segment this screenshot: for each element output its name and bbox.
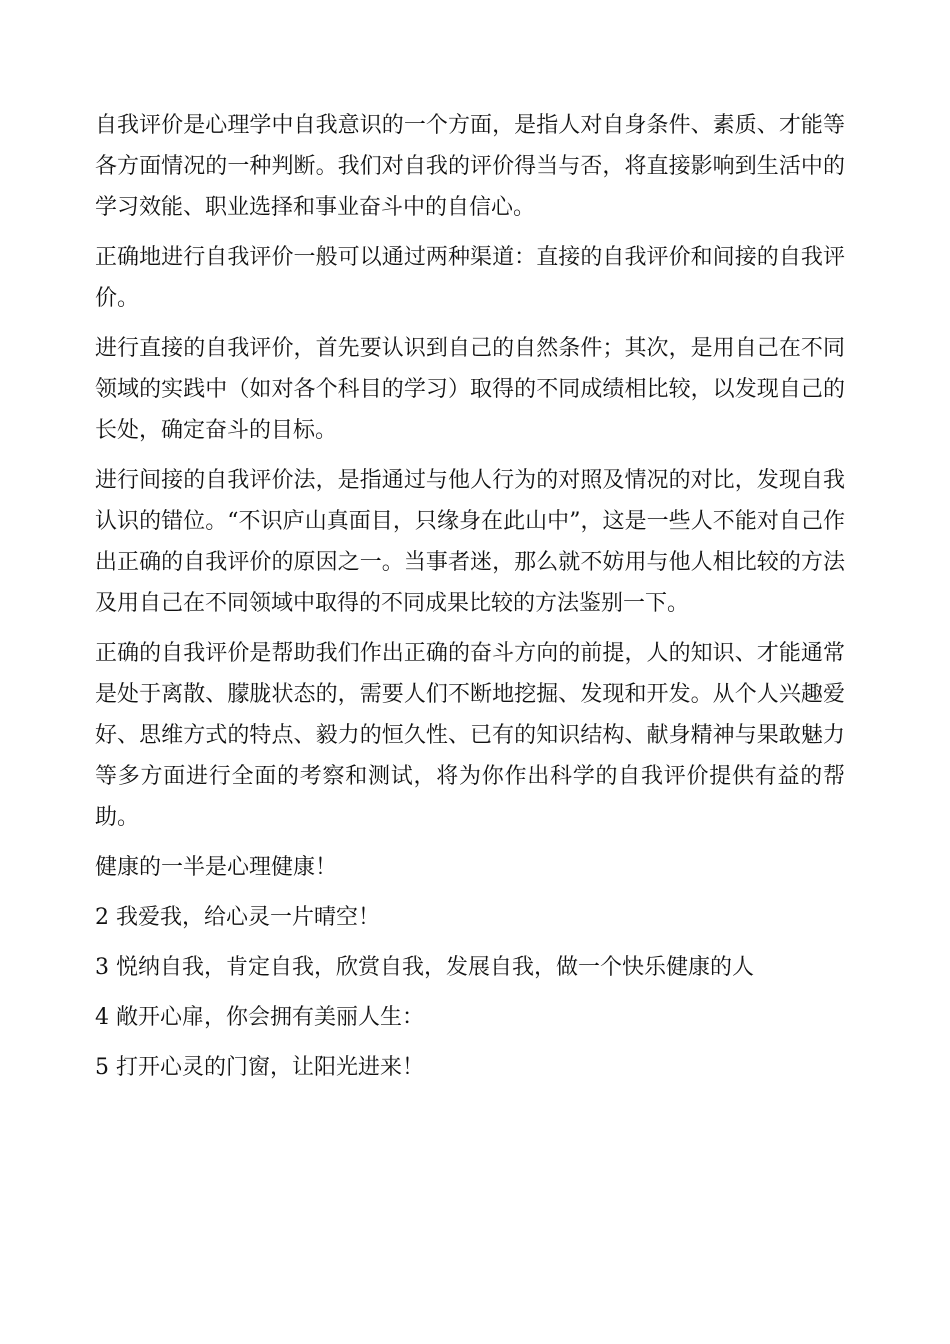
paragraph-direct-evaluation: 进行直接的自我评价，首先要认识到自己的自然条件；其次，是用自己在不同领域的实践中（如对各个科目的学习）取得的不同成绩相比较，以发现自己的长处，确定奋斗的目标。: [95, 336, 845, 443]
slogan-line-1: 健康的一半是心理健康！: [95, 855, 338, 880]
paragraph-correct-evaluation: 正确的自我评价是帮助我们作出正确的奋斗方向的前提，人的知识、才能通常是处于离散、朦胧状态的，需要人们不断地挖掘、发现和开发。从个人兴趣爱好、思维方式的特点、毅力的恒久性、已有的知识结构、献身精神与果敢魅力等多方面进行全面的考察和测试，将为你作出科学的自我评价提供有益的帮助。: [95, 641, 845, 830]
paragraph-two-channels: 正确地进行自我评价一般可以通过两种渠道：直接的自我评价和间接的自我评价。: [95, 245, 845, 311]
slogan-line-5: 5 打开心灵的门窗，让阳光进来！: [95, 1055, 424, 1080]
paragraph-indirect-evaluation: 进行间接的自我评价法，是指通过与他人行为的对照及情况的对比，发现自我认识的错位。“不识庐山真面目，只缘身在此山中”，这是一些人不能对自己作出正确的自我评价的原因之一。当事者迷，那么就不妨用与他人相比较的方法及用自己在不同领域中取得的不同成果比较的方法鉴别一下。: [95, 468, 845, 616]
paragraph-self-evaluation-definition: 自我评价是心理学中自我意识的一个方面，是指人对自身条件、素质、才能等各方面情况的一种判断。我们对自我的评价得当与否，将直接影响到生活中的学习效能、职业选择和事业奋斗中的自信心。: [95, 113, 845, 220]
document-body: [95, 105, 845, 1097]
slogan-line-2: 2 我爱我，给心灵一片晴空！: [95, 905, 380, 930]
slogan-line-3: 3 悦纳自我，肯定自我，欣赏自我，发展自我，做一个快乐健康的人: [95, 955, 754, 980]
slogan-line-4: 4 敞开心扉，你会拥有美丽人生：: [95, 1005, 424, 1030]
